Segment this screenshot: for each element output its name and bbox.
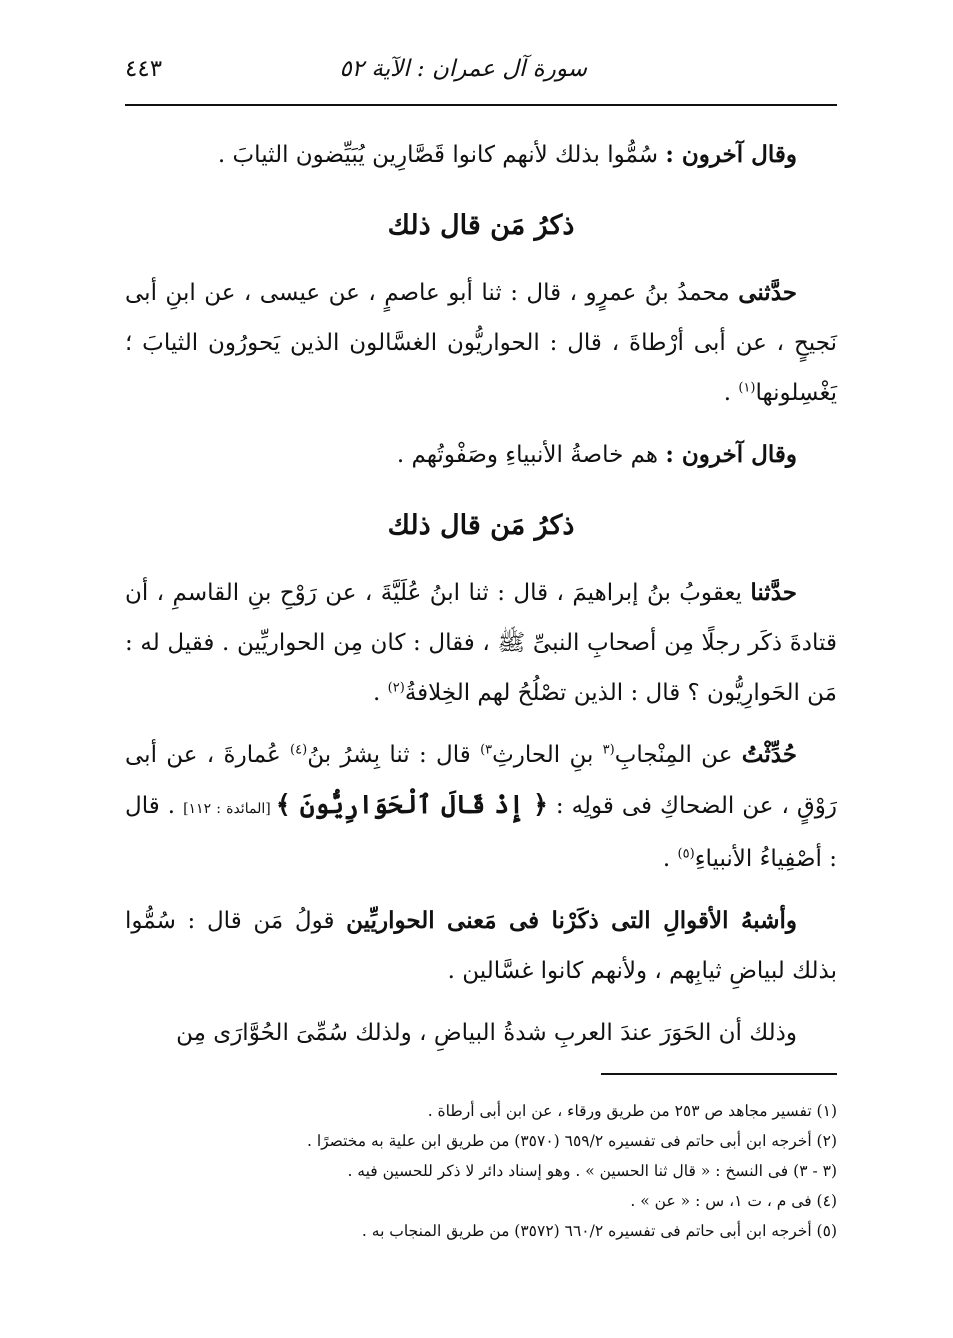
section-heading-1: ذكرُ مَن قال ذلك [387, 210, 575, 241]
paragraph-lead: حدَّثنى [738, 279, 797, 306]
paragraph-text: هم خاصةُ الأنبياءِ وصَفْوتُهم . [396, 442, 666, 468]
page-header [125, 52, 837, 96]
paragraph-text: قولُ مَن قال : سُمُّوا بذلك لبياضِ ثيابِهم ، ولأنهم كانوا غسَّالين . [125, 908, 837, 984]
paragraph-text: بنِ الحارثِ [492, 742, 603, 768]
footnotes [125, 1096, 837, 1246]
paragraph-7 [125, 1008, 837, 1058]
paragraph-4 [125, 568, 837, 718]
paragraph-text: يعقوبُ بنُ إبراهيمَ ، قال : ثنا ابنُ عُلَيَّةَ ، عن رَوْحِ بنِ القاسمِ ، أن قتادةَ ذكَر رجلًا مِن أصحابِ النبىِّ ﷺ ، فقال : كان مِن الحواريِّين . فقيل له : مَن الحَوارِيُّون ؟ قال : الذين تصْلُحُ لهم الخِلافةُ [125, 580, 837, 706]
section-heading-2: ذكرُ مَن قال ذلك [387, 510, 575, 541]
footnote-1: (١) تفسير مجاهد ص ٢٥٣ من طريق ورقاء ، عن ابن أبى أرطاة . [427, 1102, 837, 1120]
footnote-3: (٣ - ٣) فى النسخ : « قال ثنا الحسين » . وهو إسناد دائر لا ذكر للحسين فيه . [347, 1162, 837, 1180]
paragraph-2 [125, 268, 837, 418]
paragraph-end: . [723, 380, 739, 406]
footnote-ref-5: (٥) [677, 846, 695, 862]
footnote-ref-2: (٢) [387, 680, 405, 696]
paragraph-text: محمدُ بنُ عمرٍو ، قال : ثنا أبو عاصمٍ ، عن عيسى ، عن ابنِ أبى نَجيحٍ ، عن أبى أرْطاةَ ، قال : الحواريُّون الغسَّالون الذين يَحورُون الثيابَ ؛ يَغْسِلونها [125, 280, 837, 406]
footnote-ref-3-open: (٣ [602, 742, 615, 758]
footnote-ref-1: (١) [738, 380, 756, 396]
running-title: سورة آل عمران : الآية ٥٢ [339, 56, 587, 82]
paragraph-lead: وقال آخرون : [665, 141, 797, 168]
paragraph-lead: حدَّثنا [750, 579, 797, 606]
paragraph-text: . قال : أصْفِياءُ الأنبياءِ [125, 793, 837, 872]
paragraph-text: وذلك أن الحَوَرَ عندَ العربِ شدةُ البياضِ ، ولذلك سُمِّىَ الحُوَّارَى مِن [176, 1020, 797, 1046]
footnote-4: (٤) فى م ، ت ١، س : « عن » . [630, 1192, 837, 1210]
paragraph-text: سُمُّوا بذلك لأنهم كانوا قَصَّارِين يُبَيِّضون الثيابَ . [217, 142, 666, 168]
paragraph-text: عن المِنْجابِ [614, 742, 742, 768]
header-rule [125, 104, 837, 106]
paragraph-text: عُمارةَ ، عن أبى رَوْقٍ ، عن الضحاكِ فى قولِه : [125, 742, 837, 819]
footnote-5: (٥) أخرجه ابن أبى حاتم فى تفسيره ٦٦٠/٢ (٣٥٧٢) من طريق المنجاب به . [361, 1222, 837, 1240]
main-text [125, 130, 837, 1070]
paragraph-lead: وقال آخرون : [665, 441, 797, 468]
footnote-ref-4: (٤) [290, 742, 308, 758]
quran-verse: ﴿ إِذْ قَالَ ٱلْحَوَارِيُّونَ ﴾ [275, 790, 548, 819]
paragraph-lead: وأشبهُ الأقوالِ التى ذكَرْنا فى مَعنى الحواريِّين [346, 907, 797, 934]
footnote-ref-3-close: ٣) [480, 742, 493, 758]
paragraph-3 [125, 430, 837, 480]
paragraph-6 [125, 896, 837, 996]
footnote-2: (٢) أخرجه ابن أبى حاتم فى تفسيره ٦٥٩/٢ (٣٥٧٠) من طريق ابن علية به مختصرًا . [306, 1132, 837, 1150]
paragraph-5 [125, 730, 837, 884]
paragraph-1 [125, 130, 837, 180]
surah-reference: [المائدة : ١١٢] [183, 801, 276, 817]
paragraph-lead: حُدِّثْتُ [741, 741, 798, 768]
paragraph-text: قال : ثنا بِشرُ بنُ [307, 742, 481, 768]
footnote-rule [601, 1073, 837, 1075]
paragraph-end: . [662, 846, 678, 872]
page-number: ٤٤٣ [125, 56, 163, 82]
paragraph-end: . [373, 680, 388, 706]
